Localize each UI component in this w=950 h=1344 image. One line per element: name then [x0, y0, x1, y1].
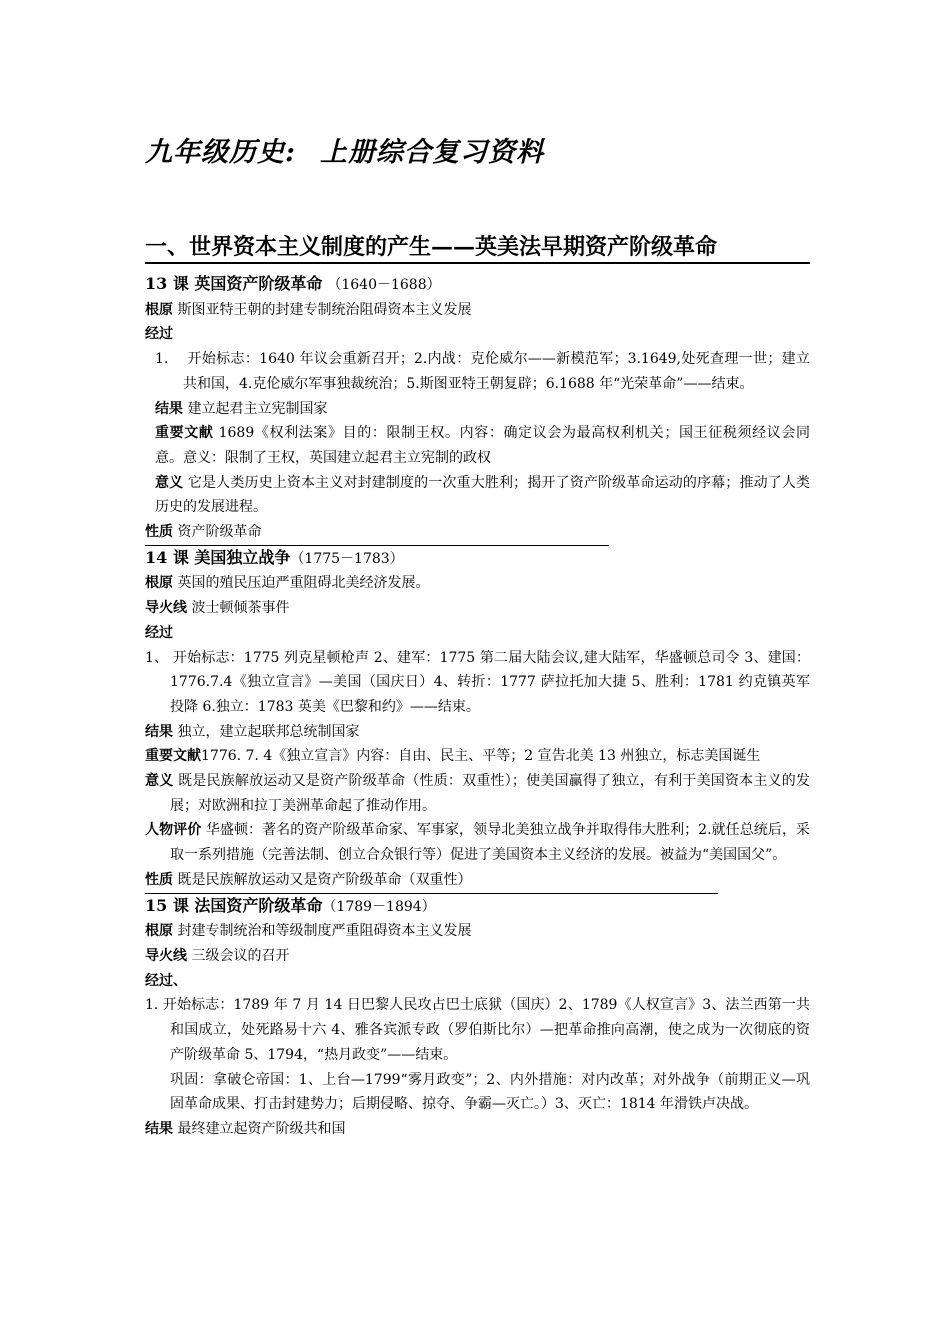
lesson-13-document: [145, 421, 810, 470]
lesson-14-meaning: [145, 769, 810, 818]
fuse-text: 波士顿倾茶事件: [191, 600, 290, 617]
lesson-15-heading: [145, 894, 810, 920]
lesson-14-title: 14 课 美国独立战争: [145, 547, 291, 567]
doc-label: 重要文献: [155, 425, 214, 442]
lesson-15-title: 15 课 法国资产阶级革命: [145, 895, 323, 915]
result-label: 结果: [155, 400, 183, 417]
lesson-14-process-label: [145, 621, 810, 646]
lesson-14-nature: [145, 868, 810, 894]
result-text: 最终建立起资产阶级共和国: [177, 1120, 346, 1137]
lesson-13-process: [145, 347, 810, 396]
process-number: 1.: [155, 351, 169, 368]
lesson-14-fuse: [145, 596, 810, 621]
root-label: 根原: [145, 575, 173, 592]
lesson-13-result: [145, 397, 810, 422]
nature-label: 性质: [145, 524, 173, 541]
process-label: 经过: [145, 624, 173, 641]
lesson-15-result: [145, 1117, 810, 1142]
lesson-15-process-label: [145, 969, 810, 994]
lesson-13-meaning: [145, 471, 810, 520]
lesson-14-root: [145, 571, 810, 596]
lesson-13-heading: [145, 272, 810, 298]
root-text: 封建专制统治和等级制度严重阻碍资本主义发展: [177, 923, 472, 940]
section-title: 一、世界资本主义制度的产生——英美法早期资产阶级革命: [145, 232, 810, 264]
lesson-13-process-label: [145, 322, 810, 347]
lesson-13-nature: [145, 520, 810, 546]
lesson-15-root: [145, 919, 810, 944]
root-text: 英国的殖民压迫严重阻碍北美经济发展。: [177, 575, 430, 592]
nature-text: 资产阶级革命: [177, 524, 262, 541]
lesson-15-dates: （1789－1894）: [322, 898, 436, 915]
doc-label: 重要文献: [145, 748, 201, 765]
title-part-1: 九年级历史:: [145, 137, 296, 168]
root-text: 斯图亚特王朝的封建专制统治阻碍资本主义发展: [177, 301, 472, 318]
nature-text: 既是民族解放运动又是资产阶级革命（双重性）: [177, 871, 472, 888]
content: [145, 272, 810, 1142]
meaning-label: 意义: [145, 773, 174, 790]
meaning-label: 意义: [155, 474, 184, 491]
lesson-13-root: [145, 298, 810, 323]
fuse-label: 导火线: [145, 947, 187, 964]
doc-text: 1776. 7. 4《独立宣言》内容：自由、民主、平等；2 宣告北美 13 州独立，标志美国诞生: [201, 748, 761, 765]
root-label: 根原: [145, 301, 173, 318]
process-text: 开始标志：1640 年议会重新召开；2.内战：克伦威尔——新模范军；3.1649,处死查理一世；建立共和国，4.克伦威尔军事独裁统治；5.斯图亚特王朝复辟；6.1688 年“光荣革命”——结束。: [183, 351, 810, 392]
process-label: 经过、: [145, 972, 187, 989]
lesson-15-fuse: [145, 944, 810, 969]
person-text: 华盛顿：著名的资产阶级革命家、军事家，领导北美独立战争并取得伟大胜利；2.就任总统后，采取一系列措施（完善法制、创立合众银行等）促进了美国资本主义经济的发展。被益为“美国国父”。: [170, 822, 811, 864]
lesson-14-person: [145, 818, 810, 867]
result-text: 独立，建立起联邦总统制国家: [177, 723, 360, 740]
meaning-text: 既是民族解放运动又是资产阶级革命（性质：双重性）；使美国赢得了独立，有利于美国资本主义的发展；对欧洲和拉丁美洲革命起了推动作用。: [170, 773, 810, 814]
lesson-14-document: [145, 744, 810, 769]
meaning-text: 它是人类历史上资本主义对封建制度的一次重大胜利；揭开了资产阶级革命运动的序幕；推动了人类历史的发展进程。: [155, 474, 811, 516]
lesson-14-heading: [145, 546, 810, 572]
root-label: 根原: [145, 923, 173, 940]
document-title: [145, 130, 544, 169]
fuse-text: 三级会议的召开: [191, 947, 290, 964]
result-label: 结果: [145, 1120, 173, 1137]
nature-label: 性质: [145, 871, 173, 888]
lesson-13-title: 13 课 英国资产阶级革命: [145, 274, 323, 293]
result-text: 建立起君主立宪制国家: [187, 400, 328, 417]
lesson-13-dates: （1640－1688）: [327, 277, 441, 293]
person-label: 人物评价: [145, 822, 202, 839]
process-label: 经过: [145, 326, 173, 343]
lesson-15-consolidate: 巩固：拿破仑帝国：1、上台—1799“雾月政变”；2、内外措施：对内改革；对外战争（前期正义—巩固革命成果、打击封建势力；后期侵略、掠夺、争霸—灭亡。）3、灭亡：1814 年滑铁卢决战。: [170, 1071, 810, 1113]
title-part-2: 上册综合复习资料: [319, 137, 544, 168]
result-label: 结果: [145, 723, 173, 740]
lesson-14-result: [145, 720, 810, 745]
lesson-14-dates: （1775－1783）: [290, 550, 404, 567]
doc-text: 1689《权利法案》目的：限制王权。内容：确定议会为最高权利机关；国王征税须经议会同意。意义：限制了王权，英国建立起君主立宪制的政权: [155, 425, 810, 466]
fuse-label: 导火线: [145, 600, 187, 617]
lesson-15-process: 1. 开始标志：1789 年 7 月 14 日巴黎人民攻占巴士底狱（国庆）2、1789《人权宣言》3、法兰西第一共和国成立，处死路易十六 4、雅各宾派专政（罗伯斯比尔）—把革命推向高潮，使之成为一次彻底的资产阶级革命 5、1794，“热月政变”——结束。: [145, 997, 810, 1063]
lesson-14-process: 1、 开始标志：1775 列克星顿枪声 2、建军：1775 第二届大陆会议,建大陆军，华盛顿总司令 3、建国：1776.7.4《独立宣言》—美国（国庆日）4、转折：1777 萨拉托加大捷 5、胜利：1781 约克镇英军投降 6.独立：1783 英美《巴黎和约》——结束。: [145, 649, 810, 715]
